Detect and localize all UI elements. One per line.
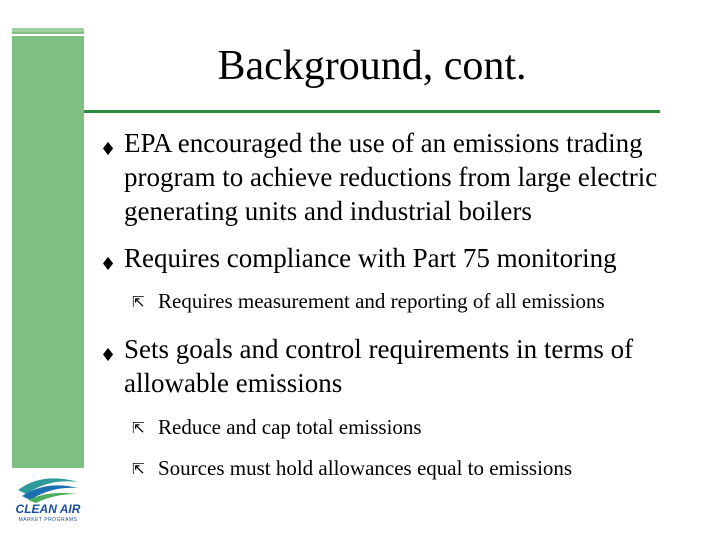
sub-bullet-measure-line-1: Requires measurement and reporting of all emissions [158, 289, 605, 313]
title-underline [84, 110, 660, 113]
bullet-goals [124, 332, 633, 400]
sub-bullet-cap [158, 413, 422, 441]
bullet-marker-3: ♦ [100, 345, 117, 366]
bullet-epa [124, 126, 657, 228]
bullet-part75 [124, 241, 617, 275]
bullet-goals-line-2: allowable emissions [124, 368, 343, 398]
bullet-epa-line-3: generating units and industrial boilers [124, 196, 532, 226]
bullet-marker-2: ♦ [100, 254, 117, 275]
sub-bullet-allowances-line-1: Sources must hold allowances equal to emissions [158, 456, 573, 480]
bullet-marker-1: ♦ [100, 139, 117, 160]
sub-bullet-measure [158, 287, 605, 315]
sub-bullet-marker-3: ⇱ [132, 460, 145, 478]
sub-bullet-marker-2: ⇱ [132, 419, 145, 437]
sidebar-top-accent [12, 28, 84, 32]
sub-bullet-allowances [158, 454, 572, 482]
bullet-epa-line-1: EPA encouraged the use of an emissions trading [124, 128, 643, 158]
bullet-epa-line-2: program to achieve reductions from large electric [124, 162, 658, 192]
logo-subtext: MARKET PROGRAMS [18, 517, 78, 523]
sub-bullet-cap-line-1: Reduce and cap total emissions [158, 415, 422, 439]
sidebar-divider [12, 34, 84, 36]
logo-text: CLEAN AIR [15, 502, 81, 516]
clean-air-logo [12, 468, 84, 524]
bullet-goals-line-1: Sets goals and control requirements in terms of [124, 334, 634, 364]
clean-air-logo-icon [12, 468, 84, 524]
sidebar-decoration [12, 28, 84, 468]
bullet-part75-line-1: Requires compliance with Part 75 monitoring [124, 243, 617, 273]
sub-bullet-marker-1: ⇱ [132, 293, 145, 311]
slide-title: Background, cont. [217, 43, 527, 89]
